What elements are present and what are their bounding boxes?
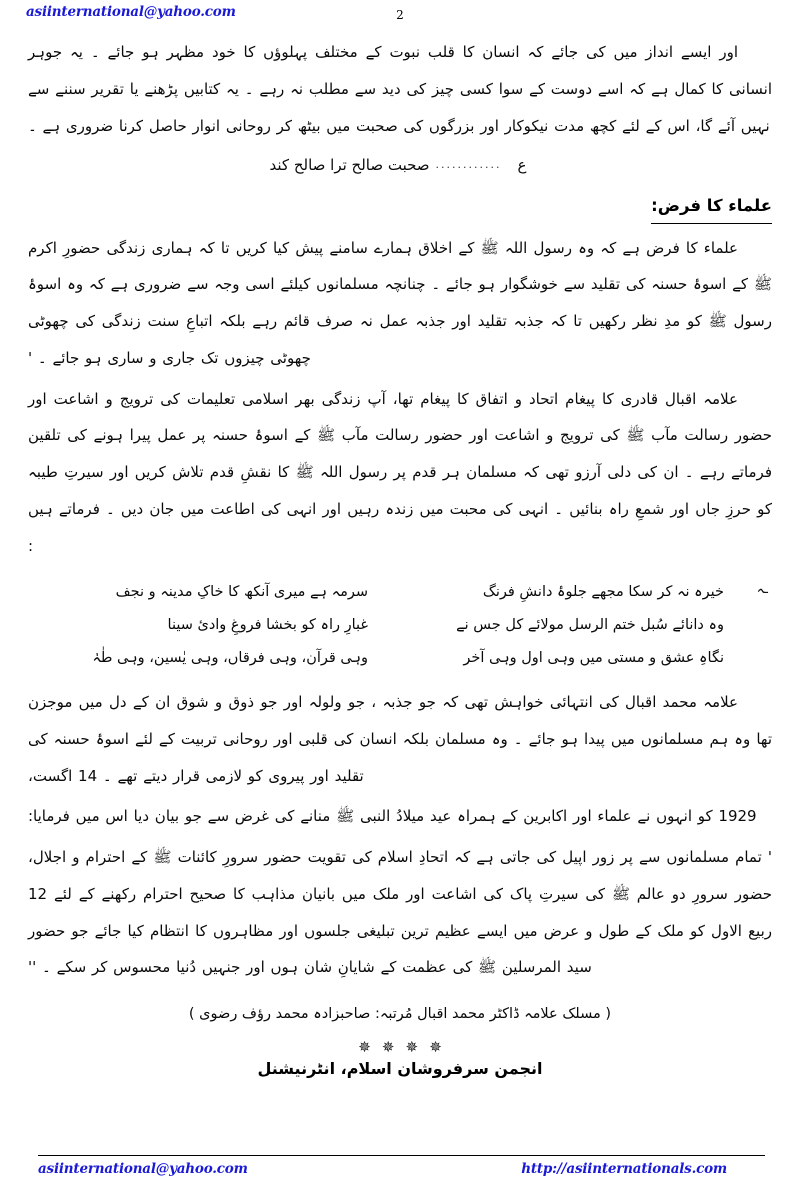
section-heading-label: علماء کا فرض: — [651, 190, 772, 223]
paragraph-duty-of-scholars: علماء کا فرض ہے کہ وہ رسول اللہ ﷺ کے اخلاق ہمارے سامنے پیش کیا کریں تا کہ ہماری زندگی حضورِ اکرم ﷺ کے اسوۂ حسنہ کی تقلید سے خوشگوار ہو جائے ۔ چنانچہ مسلمانوں کیلئے اسی وجہ سے ضروری ہے کہ وہ اسوۂ رسول ﷺ کو مدِ نظر رکھیں تا کہ جذبہ تقلید اور جذبہ عمل نہ صرف قائم رہے بلکہ اتباعِ سنت زندگی کی چھوٹی چھوٹی چیزوں تک جاری و ساری ہو جائے ۔ ' — [28, 238, 772, 367]
verse-marker: ع — [517, 156, 527, 175]
paragraph-iqbal-message: علامہ اقبال قادری کا پیغام اتحاد و اتفاق کا پیغام تھا، آپ زندگی بھر اسلامی تعلیمات کی ترویج و اشاعت اور حضور رسالت مآب ﷺ کی ترویج و اشاعت اور حضور رسالت مآب ﷺ کے اسوۂ حسنہ پر عمل پیرا ہونے کی تلقین فرماتے رہے ۔ ان کی دلی آرزو تھی کہ مسلمان ہر قدم پر رسول اللہ ﷺ کا نقشِ قدم تلاش کریں اور سیرتِ طیبہ کو حرزِ جاں اور شمعِ راہ بنائیں ۔ انہی کی محبت میں زندہ رہیں اور انہی کی اطاعت میں جان دیں ۔ فرماتے ہیں : — [28, 389, 772, 555]
paragraph-iqbal-wish: علامہ محمد اقبال کی انتہائی خواہش تھی کہ جو جذبہ ، جو ولولہ اور جو ذوق و شوق ان کے دل میں موجزن تھا وہ ہم مسلمانوں میں پیدا ہو جائے ۔ وہ مسلمان بلکہ انسان کی قلبی اور روحانی تربیت کے لئے اسوۂ حسنہ کی تقلید اور پیروی کو لازمی قرار دیتے تھے ۔ 14 اگست، — [28, 693, 772, 785]
page-footer — [38, 1161, 765, 1189]
couplet-row — [28, 609, 772, 642]
couplet-row — [28, 576, 772, 609]
verse-text: صحبت صالح ترا صالح کند — [269, 156, 430, 175]
star-ornament-icon: ✵ — [405, 1038, 419, 1057]
page-number: 2 — [396, 8, 404, 22]
quote-text: ' تمام مسلمانوں سے پر زور اپیل کی جاتی ہے کہ اتحادِ اسلام کی تقویت حضور سرورِ کائنات ﷺ کے احترام و اجلال، حضور سرورِ دو عالم ﷺ کی سیرتِ پاک کی اشاعت اور ملک میں بانیان مذاہب کا صحیح احترام رکھنے کے لئے 12 ربیع الاول کو ملک کے طول و عرض میں ایسے عظیم ترین تبلیغی جلسوں اور مظاہروں کا انتظام کیا جائے جو حضور سید المرسلین ﷺ کی عظمت کے شایانِ شان ہوں اور جنہیں دُنیا محسوس کر سکے ۔ '' — [28, 848, 772, 977]
hemistich-second: غبارِ راہ کو بخشا فروغِ وادیٔ سینا — [167, 616, 368, 633]
hemistich-first: خیرہ نہ کر سکا مجھے جلوۂ دانشِ فرنگ — [482, 584, 724, 601]
persian-verse-line — [28, 150, 772, 180]
source-attribution: ( مسلک علامہ ڈاکٹر محمد اقبال مُرتبہ: صاحبزادہ محمد رؤف رضوی ) — [188, 1006, 612, 1023]
star-ornament-icon: ✵ — [381, 1038, 395, 1057]
hemistich-first: وہ دانائے سُبل ختم الرسل مولائے کل جس نے — [456, 616, 724, 633]
star-ornament-icon: ✵ — [358, 1038, 371, 1057]
hemistich-first: نگاہِ عشق و مستی میں وہی اول وہی آخر — [463, 649, 724, 666]
footer-url[interactable]: http://asiinternationals.com — [521, 1161, 727, 1177]
poetry-block — [28, 576, 772, 674]
header-email: asiinternational@yahoo.com — [26, 4, 236, 20]
footer-email[interactable]: asiinternational@yahoo.com — [38, 1161, 248, 1177]
footer-divider — [38, 1155, 765, 1156]
verse-dots: ............ — [435, 158, 502, 172]
ornament-row — [28, 1039, 772, 1055]
hemistich-second: سرمہ ہے میری آنکھ کا خاکِ مدینہ و نجف — [115, 584, 368, 601]
section-heading — [28, 190, 772, 223]
poetry-marker: ـہ — [756, 582, 768, 598]
quoted-statement — [28, 839, 772, 986]
paragraph-1929-statement: 1929 کو انہوں نے علماء اور اکابرین کے ہمراہ عید میلادُ النبی ﷺ منانے کی غرض سے جو بیان دیا اس میں فرمایا: — [28, 807, 757, 826]
paragraph-opening: اور ایسے انداز میں کی جائے کہ انسان کا قلب نبوت کے مختلف پہلوؤں کا خود مظہر ہو جائے ۔ یہ جوہر انسانی کا کمال ہے کہ اسے دوست کے سوا کسی چیز کی دید سے مطلب نہ رہے ۔ یہ کتابیں پڑھنے یا تقریر سننے سے نہیں آئے گا، اس کے لئے کچھ مدت نیکوکار اور بزرگوں کی صحبت میں بیٹھ کر روحانی انوار حاصل کرنا ضروری ہے ۔ — [28, 43, 772, 135]
document-body — [28, 34, 772, 1078]
hemistich-second: وہی قرآن، وہی فرقاں، وہی یٰسین، وہی طٰہٰ — [92, 649, 368, 666]
organization-name: انجمن سرفروشان اسلام، انٹرنیشنل — [257, 1059, 543, 1079]
star-ornament-icon: ✵ — [429, 1038, 442, 1057]
couplet-row — [28, 642, 772, 675]
